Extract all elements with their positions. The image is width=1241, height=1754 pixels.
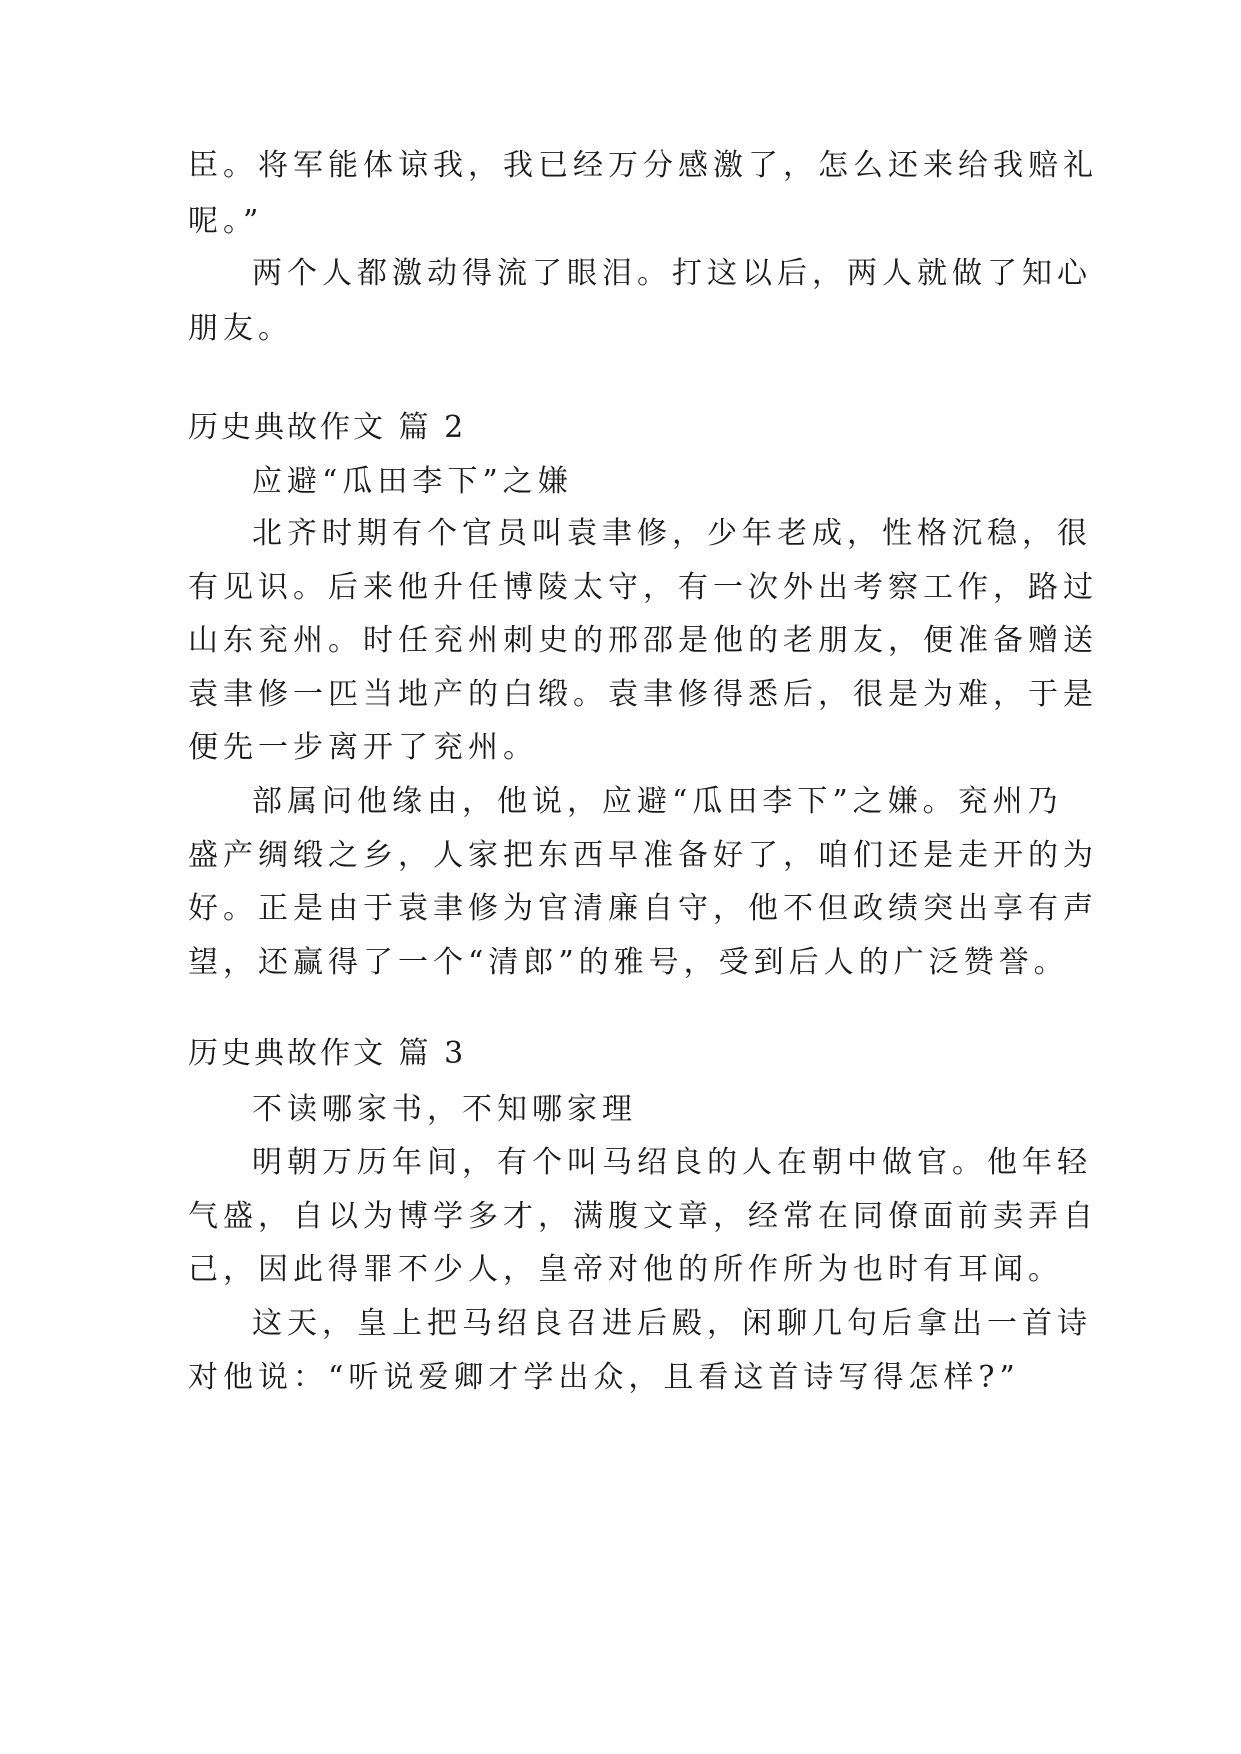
- paragraph-line: 两个人都激动得流了眼泪。打这以后，两人就做了知心: [252, 256, 1092, 291]
- paragraph-line: 北齐时期有个官员叫袁聿修，少年老成，性格沉稳，很: [252, 516, 1092, 551]
- story-title: 应避“瓜田李下”之嫌: [252, 464, 573, 499]
- paragraph-line: 部属问他缘由，他说，应避“瓜田李下”之嫌。兖州乃: [252, 784, 1063, 819]
- paragraph-line: 盛产绸缎之乡，人家把东西早准备好了，咱们还是走开的为: [188, 838, 1098, 873]
- paragraph-line: 这天，皇上把马绍良召进后殿，闲聊几句后拿出一首诗: [252, 1306, 1092, 1341]
- story-title: 不读哪家书，不知哪家理: [252, 1092, 637, 1127]
- paragraph-line: 呢。”: [188, 204, 264, 239]
- paragraph-line: 朋友。: [188, 311, 293, 346]
- paragraph-line: 山东兖州。时任兖州刺史的邢邵是他的老朋友，便准备赠送: [188, 623, 1098, 658]
- paragraph-line: 便先一步离开了兖州。: [188, 730, 538, 765]
- paragraph-line: 好。正是由于袁聿修为官清廉自守，他不但政绩突出享有声: [188, 891, 1098, 926]
- paragraph-line: 臣。将军能体谅我，我已经万分感激了，怎么还来给我赔礼: [188, 148, 1098, 183]
- paragraph-line: 对他说：“听说爱卿才学出众，且看这首诗写得怎样?”: [188, 1360, 1020, 1395]
- section-heading: 历史典故作文 篇 3: [188, 1036, 467, 1071]
- section-heading: 历史典故作文 篇 2: [188, 410, 467, 445]
- paragraph-line: 有见识。后来他升任博陵太守，有一次外出考察工作，路过: [188, 570, 1098, 605]
- paragraph-line: 望，还赢得了一个“清郎”的雅号，受到后人的广泛赞誉。: [188, 945, 1069, 980]
- paragraph-line: 气盛，自以为博学多才，满腹文章，经常在同僚面前卖弄自: [188, 1199, 1098, 1234]
- paragraph-line: 己，因此得罪不少人，皇帝对他的所作所为也时有耳闻。: [188, 1252, 1063, 1287]
- paragraph-line: 明朝万历年间，有个叫马绍良的人在朝中做官。他年轻: [252, 1145, 1092, 1180]
- paragraph-line: 袁聿修一匹当地产的白缎。袁聿修得悉后，很是为难，于是: [188, 677, 1098, 712]
